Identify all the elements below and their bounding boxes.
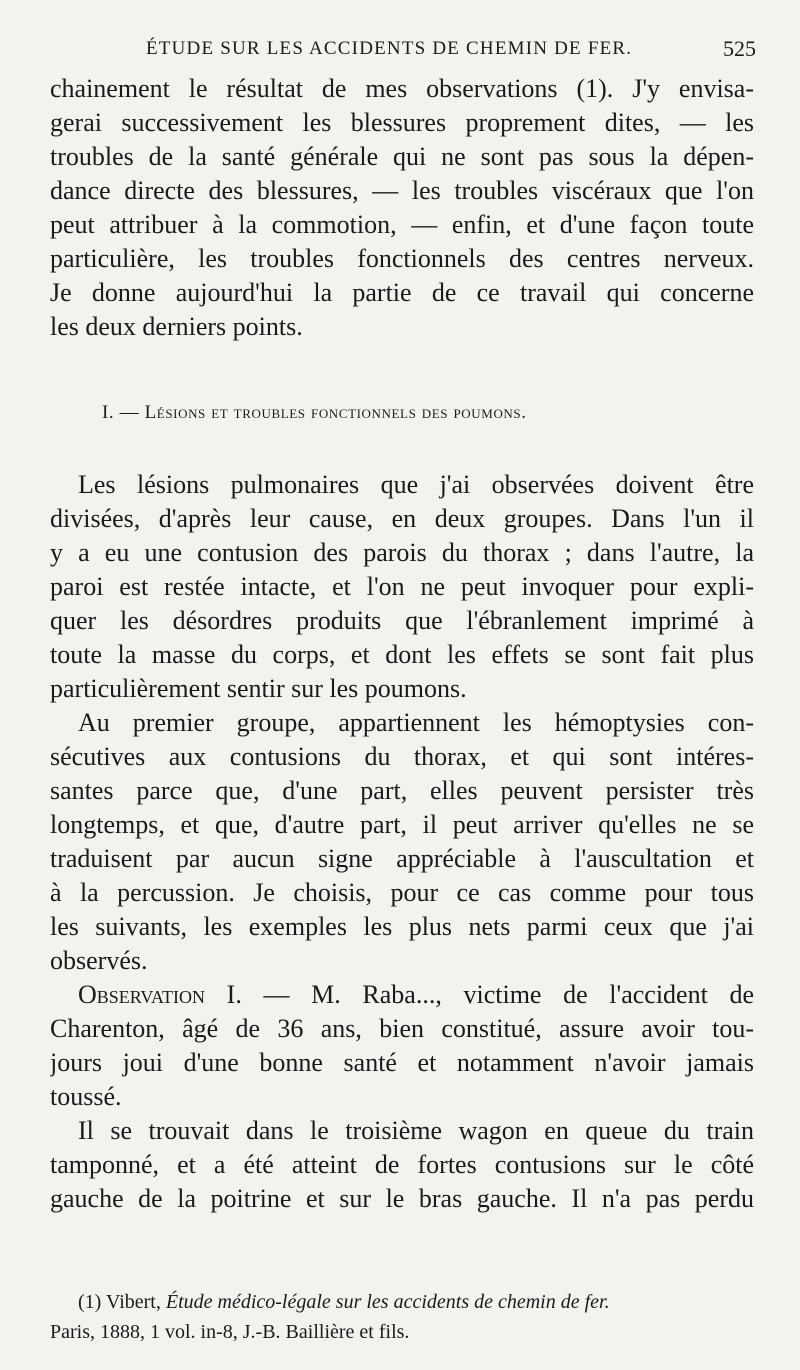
running-header (50, 34, 756, 66)
text-line: Au premier groupe, appartiennent les hémoptysies con- (78, 708, 754, 737)
text-line: chainement le résultat de mes observations (1). J'y envisa- (50, 74, 754, 103)
text-line: toute la masse du corps, et dont les effets se sont fait plus (50, 640, 754, 669)
text-line: quer les désordres produits que l'ébranlement imprimé à (50, 606, 754, 635)
page-number: 525 (723, 36, 756, 61)
running-title: ÉTUDE SUR LES ACCIDENTS DE CHEMIN DE FER. (146, 38, 633, 59)
text-line: à la percussion. Je choisis, pour ce cas comme pour tous (50, 878, 754, 907)
text-line: particulièrement sentir sur les poumons. (50, 674, 467, 703)
text-line: jours joui d'une bonne santé et notamment n'avoir jamais (50, 1048, 754, 1077)
paragraph-wagon (50, 1114, 754, 1216)
text-line: particulière, les troubles fonctionnels des centres nerveux. (50, 244, 754, 273)
text-line: divisées, d'après leur cause, en deux groupes. Dans l'un il (50, 504, 754, 533)
paragraph-first-group (50, 706, 754, 978)
footnote (50, 1287, 754, 1347)
intro-paragraph (50, 72, 754, 344)
section-heading: I. — Lésions et troubles fonctionnels des poumons. (102, 402, 527, 423)
text-line: observés. (50, 946, 148, 975)
text-line: tamponné, et a été atteint de fortes contusions sur le côté (50, 1150, 754, 1179)
text-line (50, 978, 754, 1012)
text-line: troubles de la santé générale qui ne sont pas sous la dépen- (50, 142, 754, 171)
text-line: longtemps, et que, d'autre part, il peut arriver qu'elles ne se (50, 810, 754, 839)
text-line: Les lésions pulmonaires que j'ai observées doivent être (78, 470, 754, 499)
observation-label: Observation I. (78, 980, 242, 1009)
footnote-line (50, 1287, 754, 1317)
text-line: dance directe des blessures, — les troubles viscéraux que l'on (50, 176, 754, 205)
text-line: paroi est restée intacte, et l'on ne peut invoquer pour expli- (50, 572, 754, 601)
footnote-prefix: (1) Vibert, (78, 1291, 166, 1313)
footnote-title: Étude médico-légale sur les accidents de chemin de fer. (165, 1291, 610, 1313)
text-line: santes parce que, d'une part, elles peuvent persister très (50, 776, 754, 805)
text-line: Il se trouvait dans le troisième wagon en queue du train (78, 1116, 754, 1145)
body-text (50, 72, 754, 1216)
text-line: Je donne aujourd'hui la partie de ce travail qui concerne (50, 278, 754, 307)
observation-first-line: — M. Raba..., victime de l'accident de (241, 980, 754, 1009)
paragraph-lesions (50, 468, 754, 706)
text-line: gerai successivement les blessures proprement dites, — les (50, 108, 754, 137)
observation-paragraph (50, 978, 754, 1114)
text-line: les deux derniers points. (50, 312, 303, 341)
text-line: y a eu une contusion des parois du thorax ; dans l'autre, la (50, 538, 754, 567)
text-line: gauche de la poitrine et sur le bras gauche. Il n'a pas perdu (50, 1184, 754, 1213)
text-line: les suivants, les exemples les plus nets parmi ceux que j'ai (50, 912, 754, 941)
footnote-line: Paris, 1888, 1 vol. in-8, J.-B. Baillière et fils. (50, 1321, 410, 1343)
text-line: traduisent par aucun signe appréciable à l'auscultation et (50, 844, 754, 873)
text-line: peut attribuer à la commotion, — enfin, et d'une façon toute (50, 210, 754, 239)
text-line: sécutives aux contusions du thorax, et qui sont intéres- (50, 742, 754, 771)
text-line: toussé. (50, 1082, 122, 1111)
text-line: Charenton, âgé de 36 ans, bien constitué, assure avoir tou- (50, 1014, 754, 1043)
